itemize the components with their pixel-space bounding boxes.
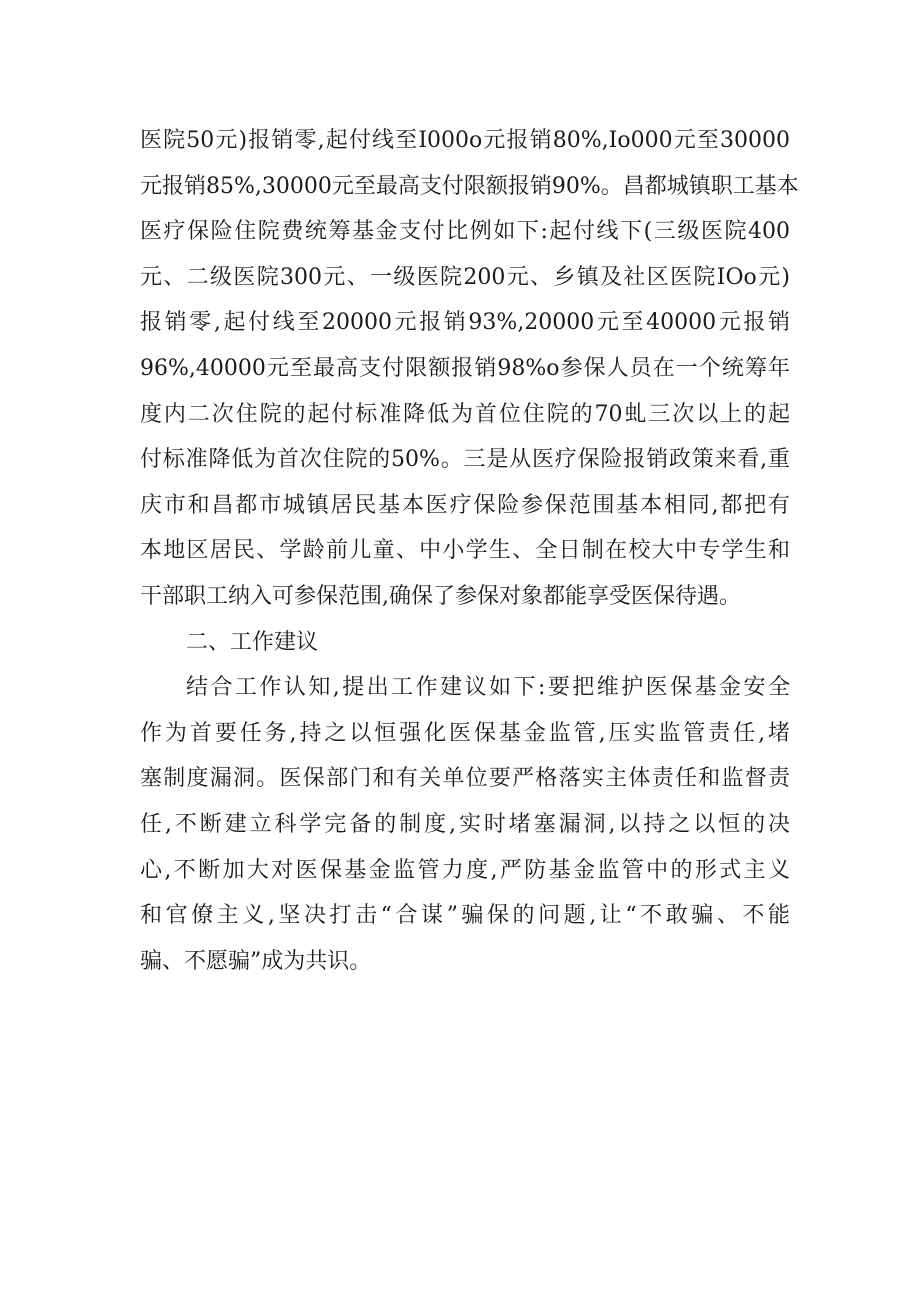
text-line: 心,不断加大对医保基金监管力度,严防基金监管中的形式主义 <box>140 857 790 883</box>
text-line: 和官僚主义,坚决打击“合谋”骗保的问题,让“不敢骗、不能 <box>140 903 790 929</box>
text-line: 本地区居民、学龄前儿童、中小学生、全日制在校大中专学生和 <box>140 538 790 564</box>
text-line: 作为首要任务,持之以恒强化医保基金监管,压实监管责任,堵 <box>140 720 790 746</box>
text-line: 任,不断建立科学完备的制度,实时堵塞漏洞,以持之以恒的决 <box>140 811 790 837</box>
text-line: 度内二次住院的起付标准降低为首位住院的70虬三次以上的起 <box>140 401 790 427</box>
text-line: 医院50元)报销零,起付线至I000o元报销80%,Io000元至30000 <box>140 128 790 153</box>
text-line: 报销零,起付线至20000元报销93%,20000元至40000元报销 <box>140 310 790 336</box>
text-line: 庆市和昌都市城镇居民基本医疗保险参保范围基本相同,都把有 <box>140 492 790 518</box>
text-line: 元、二级医院300元、一级医院200元、乡镇及社区医院IOo元) <box>140 264 790 290</box>
text-line: 元报销85%,30000元至最高支付限额报销90%。昌都城镇职工基本 <box>140 173 799 199</box>
text-line: 医疗保险住院费统筹基金支付比例如下:起付线下(三级医院400 <box>140 219 790 245</box>
text-line: 骗、不愿骗”成为共识。 <box>140 948 372 974</box>
text-line: 干部职工纳入可参保范围,确保了参保对象都能享受医保待遇。 <box>140 583 741 609</box>
text-line: 结合工作认知,提出工作建议如下:要把维护医保基金安全 <box>186 675 790 701</box>
document-body <box>140 118 799 984</box>
section-heading: 二、工作建议 <box>186 629 319 655</box>
text-line: 96%,40000元至最高支付限额报销98%o参保人员在一个统筹年 <box>140 355 790 381</box>
text-line: 付标准降低为首次住院的50%。三是从医疗保险报销政策来看,重 <box>140 447 790 473</box>
text-line: 塞制度漏洞。医保部门和有关单位要严格落实主体责任和监督责 <box>140 766 790 792</box>
